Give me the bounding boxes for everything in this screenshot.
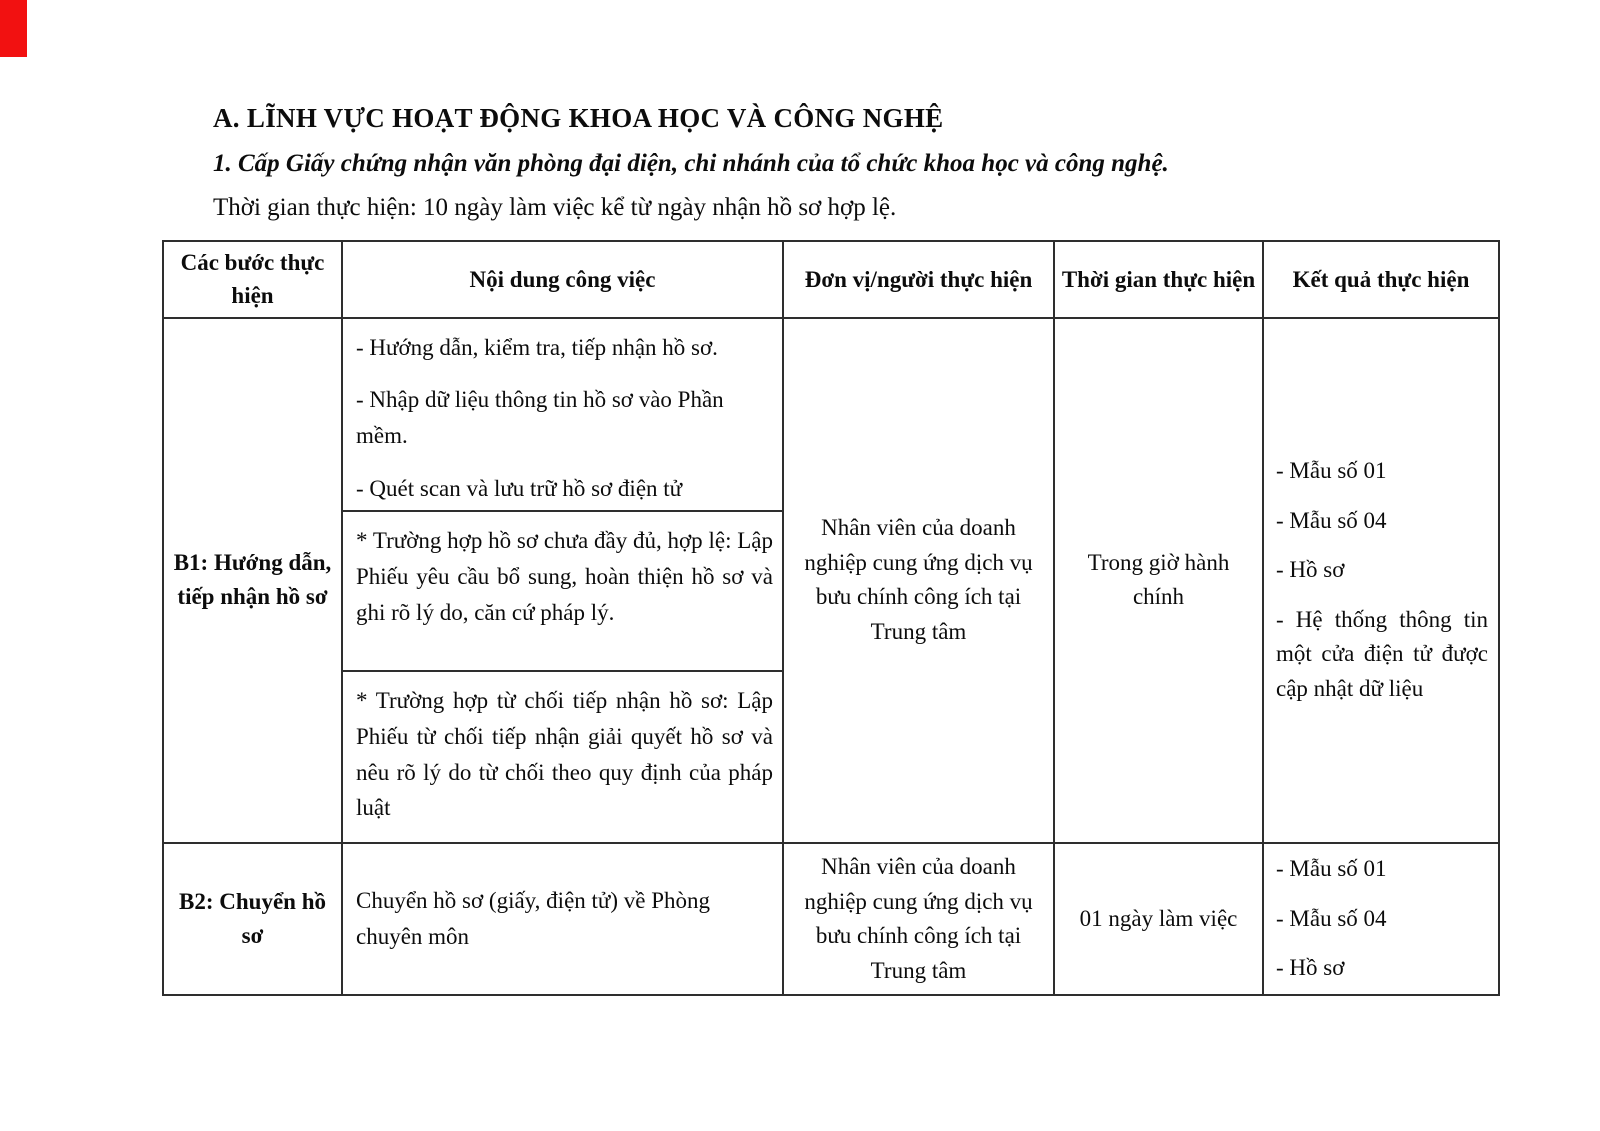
- table-row: [163, 843, 1499, 995]
- unit-cell-b1: Nhân viên của doanh nghiệp cung ứng dịch vụ bưu chính công ích tại Trung tâm: [783, 318, 1054, 844]
- col-header-content: Nội dung công việc: [342, 241, 783, 318]
- content-cell-b1-refusal: [342, 671, 783, 843]
- col-header-steps: Các bước thực hiện: [163, 241, 342, 318]
- result-item: - Hồ sơ: [1276, 557, 1345, 583]
- content-paragraph: - Quét scan và lưu trữ hồ sơ điện tử: [356, 475, 683, 501]
- content-paragraph: * Trường hợp hồ sơ chưa đầy đủ, hợp lệ: Lập Phiếu yêu cầu bổ sung, hoàn thiện hồ sơ và ghi rõ lý do, căn cứ pháp lý.: [356, 528, 773, 625]
- content-paragraph: Chuyển hồ sơ (giấy, điện tử) về Phòng chuyên môn: [356, 888, 711, 949]
- content-cell-b2: [342, 843, 783, 995]
- table-header-row: [163, 241, 1499, 318]
- result-item: - Hệ thống thông tin một cửa điện tử được cập nhật dữ liệu: [1276, 606, 1488, 701]
- time-cell-b2: 01 ngày làm việc: [1054, 843, 1263, 995]
- procedure-title: 1. Cấp Giấy chứng nhận văn phòng đại diện, chi nhánh của tổ chức khoa học và công nghệ.: [213, 150, 1169, 177]
- col-header-time: Thời gian thực hiện: [1054, 241, 1263, 318]
- red-marker: [0, 0, 27, 57]
- time-cell-b1: Trong giờ hành chính: [1054, 318, 1263, 844]
- result-item: - Mẫu số 01: [1276, 458, 1387, 484]
- duration-note: Thời gian thực hiện: 10 ngày làm việc kể từ ngày nhận hồ sơ hợp lệ.: [213, 194, 897, 221]
- table-row: [163, 318, 1499, 512]
- unit-cell-b2: Nhân viên của doanh nghiệp cung ứng dịch vụ bưu chính công ích tại Trung tâm: [783, 843, 1054, 995]
- content-cell-b1-reception: [342, 318, 783, 512]
- step-cell-b2: B2: Chuyển hồ sơ: [163, 843, 342, 995]
- step-cell-b1: B1: Hướng dẫn, tiếp nhận hồ sơ: [163, 318, 342, 844]
- result-cell-b2: [1263, 843, 1499, 995]
- procedure-table: [162, 240, 1500, 996]
- result-item: - Mẫu số 04: [1276, 507, 1387, 533]
- content-cell-b1-incomplete: [342, 511, 783, 671]
- col-header-result: Kết quả thực hiện: [1263, 241, 1499, 318]
- content-paragraph: - Hướng dẫn, kiểm tra, tiếp nhận hồ sơ.: [356, 334, 718, 360]
- content-paragraph: - Nhập dữ liệu thông tin hồ sơ vào Phần mềm.: [356, 387, 724, 448]
- result-item: - Mẫu số 04: [1276, 905, 1387, 931]
- col-header-unit: Đơn vị/người thực hiện: [783, 241, 1054, 318]
- content-paragraph: * Trường hợp từ chối tiếp nhận hồ sơ: Lập Phiếu từ chối tiếp nhận giải quyết hồ sơ và nêu rõ lý do từ chối theo quy định của pháp luật: [356, 688, 773, 821]
- section-heading: A. LĨNH VỰC HOẠT ĐỘNG KHOA HỌC VÀ CÔNG NGHỆ: [213, 103, 944, 133]
- result-cell-b1: [1263, 318, 1499, 844]
- result-item: - Mẫu số 01: [1276, 856, 1387, 882]
- result-item: - Hồ sơ: [1276, 955, 1345, 981]
